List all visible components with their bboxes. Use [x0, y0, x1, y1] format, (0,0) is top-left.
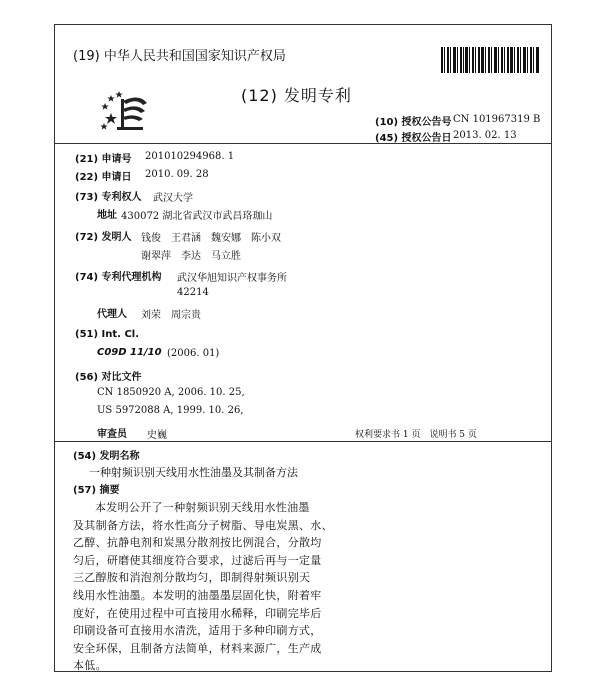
grant-date-label: (45) 授权公告日: [375, 133, 452, 144]
address-value: 430072 湖北省武汉市武昌珞珈山: [121, 211, 273, 222]
cnipa-emblem-icon: [99, 83, 151, 135]
barcode-icon: [441, 47, 539, 73]
abstract-line: 印刷设备可直接用水清洗，适用于多种印刷方式，: [73, 624, 322, 638]
application-date-value: 2010. 09. 28: [145, 169, 209, 180]
abstract-divider: [55, 441, 551, 442]
patent-office-heading: (19) 中华人民共和国国家知识产权局: [73, 49, 286, 64]
header-divider: [55, 143, 551, 144]
grant-number-value: CN 101967319 B: [453, 114, 541, 125]
inventors-line-1: 钱俊 王君涵 魏安娜 陈小双: [141, 233, 281, 244]
cited-references-label: (56) 对比文件: [75, 372, 142, 383]
patentee-value: 武汉大学: [153, 193, 193, 204]
grant-date-value: 2013. 02. 13: [453, 130, 517, 141]
abstract-line: 匀后，研磨使其细度符合要求，过滤后再与一定量: [73, 553, 322, 567]
agency-value: 武汉华旭知识产权事务所: [177, 273, 287, 284]
grant-number-label: (10) 授权公告号: [375, 117, 452, 128]
agency-code: 42214: [177, 287, 209, 298]
address-label: 地址: [97, 210, 117, 221]
invention-title-label: (54) 发明名称: [73, 451, 140, 462]
agent-value: 刘荣 周宗贵: [141, 310, 201, 321]
abstract-line: 度好，在使用过程中可直接用水稀释，印刷完毕后: [73, 606, 322, 620]
abstract-line: 线用水性油墨。本发明的油墨墨层固化快，附着牢: [73, 588, 322, 602]
application-number-value: 201010294968. 1: [145, 151, 235, 162]
application-date-label: (22) 申请日: [75, 172, 132, 183]
application-number-label: (21) 申请号: [75, 154, 132, 165]
abstract-line: 安全环保，且制备方法简单，材料来源广，生产成: [73, 641, 322, 655]
int-cl-version: (2006. 01): [167, 348, 220, 359]
abstract-line: 本发明公开了一种射频识别天线用水性油墨: [95, 501, 310, 514]
agent-label: 代理人: [97, 309, 127, 320]
abstract-body: [73, 499, 527, 675]
cited-reference-1: CN 1850920 A, 2006. 10. 25,: [97, 387, 245, 398]
inventors-label: (72) 发明人: [75, 232, 132, 243]
patent-page: [54, 24, 552, 672]
examiner-value: 史巍: [147, 430, 167, 441]
inventors-line-2: 谢翠萍 李达 马立胜: [141, 251, 241, 262]
int-cl-code: C09D 11/10: [97, 347, 162, 358]
int-cl-label: (51) Int. Cl.: [75, 329, 140, 340]
examiner-label: 审查员: [97, 429, 127, 440]
agency-label: (74) 专利代理机构: [75, 272, 162, 283]
invention-title-value: 一种射频识别天线用水性油墨及其制备方法: [89, 466, 298, 479]
abstract-line: 三乙醇胺和消泡剂分散均匀，即制得射频识别天: [73, 571, 311, 585]
page-count: 权利要求书 1 页 说明书 5 页: [355, 430, 477, 440]
abstract-line: 及其制备方法，将水性高分子树脂、导电炭黑、水、: [73, 518, 333, 532]
abstract-line: 本低。: [73, 659, 107, 673]
abstract-line: 乙醇、抗静电剂和炭黑分散剂按比例混合，分散均: [73, 536, 322, 550]
patentee-label: (73) 专利权人: [75, 192, 142, 203]
abstract-label: (57) 摘要: [73, 485, 120, 496]
document-type-title: (12) 发明专利: [241, 86, 352, 105]
cited-reference-2: US 5972088 A, 1999. 10. 26,: [97, 405, 244, 416]
